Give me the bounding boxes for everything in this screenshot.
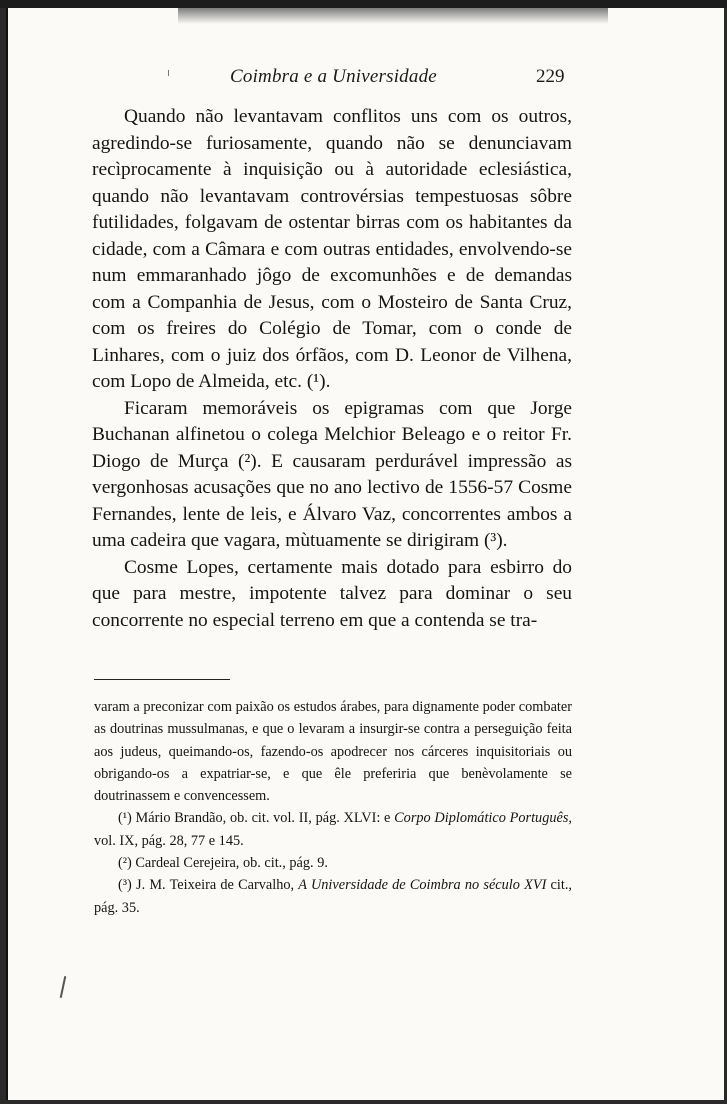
footnotes: [94, 696, 572, 919]
footnote-1-text: (¹) Mário Brandão, ob. cit. vol. II, pág. XLVI: e: [118, 810, 395, 827]
footnote-2: (²) Cardeal Cerejeira, ob. cit., pág. 9.: [118, 855, 328, 872]
paragraph: Ficaram memoráveis os epigramas com que Jorge Buchanan alfinetou o colega Melchior Beleago e o reitor Fr. Diogo de Murça (²). E causaram perdurável impressão as vergonhosas acusações que no ano lectivo de 1556-57 Cosme Fernandes, lente de leis, e Álvaro Vaz, concorrentes ambos a uma cadeira que vagara, mùtuamente se dirigiram (³).: [92, 397, 572, 551]
footnote-3-text: (³) J. M. Teixeira de Carvalho,: [118, 877, 299, 894]
footnote-3-title: A Universidade de Coimbra no século XVI: [298, 877, 547, 894]
footnote-3: [94, 874, 572, 919]
scan-shadow: [178, 8, 608, 24]
book-page: [6, 8, 724, 1100]
page-header: [8, 66, 724, 96]
footnote-1-title: Corpo Diplomático Português,: [394, 810, 572, 827]
footnote-rule: [94, 679, 230, 680]
margin-mark: [60, 976, 67, 998]
footnote-1: [94, 807, 572, 852]
page-number: 229: [536, 66, 565, 87]
paragraph: Quando não levantavam conflitos uns com os outros, agredindo-se furiosamente, quando não se denunciavam recìprocamente à inquisição ou à autoridade eclesiástica, quando não levantavam controvérsias tempestuosas sôbre futilidades, folgavam de ostentar birras com os habitantes da cidade, com a Câmara e com outras entidades, envolvendo-se num emmaranhado jôgo de excomunhões e de demandas com a Companhia de Jesus, com o Mosteiro de Santa Cruz, com os freires do Colégio de Tomar, com o conde de Linhares, com o juiz dos órfãos, com D. Leonor de Vilhena, com Lopo de Almeida, etc. (¹).: [92, 106, 572, 392]
scan-border-top: [0, 0, 727, 8]
footnote-3-rest: cit., pág. 35.: [94, 877, 572, 916]
paragraph: Cosme Lopes, certamente mais dotado para esbirro do que para mestre, impotente talvez para dominar o seu concorrente no especial terreno em que a contenda se tra-: [92, 556, 572, 631]
footnote-1-rest: vol. IX, pág. 28, 77 e 145.: [94, 832, 244, 849]
running-title: Coimbra e a Universidade: [230, 66, 437, 87]
main-text: [92, 104, 572, 634]
footnote-continuation: varam a preconizar com paixão os estudos árabes, para dignamente poder combater as doutrinas mussulmanas, e que o levaram a insurgir-se contra a perseguição feita aos judeus, queimando-os, fazendo-os apodrecer nos cárceres inquisitoriais ou obrigando-os a expatriar-se, e que êle preferiria que benèvolamente se doutrinassem e convencessem.: [94, 699, 572, 805]
